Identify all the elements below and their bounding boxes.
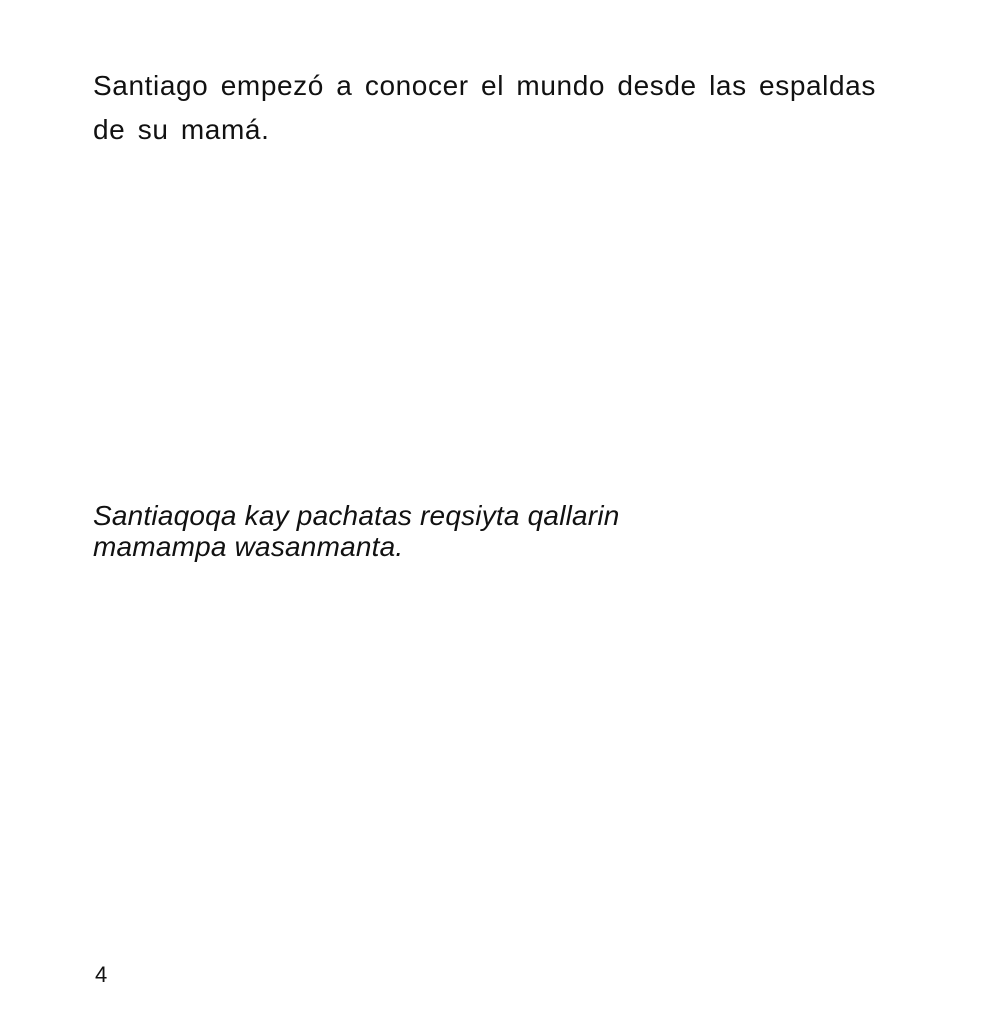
spanish-line-1: Santiago empezó a conocer el mundo desde las espaldas — [93, 70, 876, 101]
quechua-line-1: Santiaqoqa kay pachatas reqsiyta qallarin — [93, 500, 620, 531]
spanish-line-2: de su mamá. — [93, 114, 270, 145]
quechua-line-2: mamampa wasanmanta. — [93, 531, 404, 562]
page-number: 4 — [95, 962, 108, 987]
quechua-paragraph — [93, 500, 933, 562]
spanish-paragraph — [93, 64, 933, 152]
